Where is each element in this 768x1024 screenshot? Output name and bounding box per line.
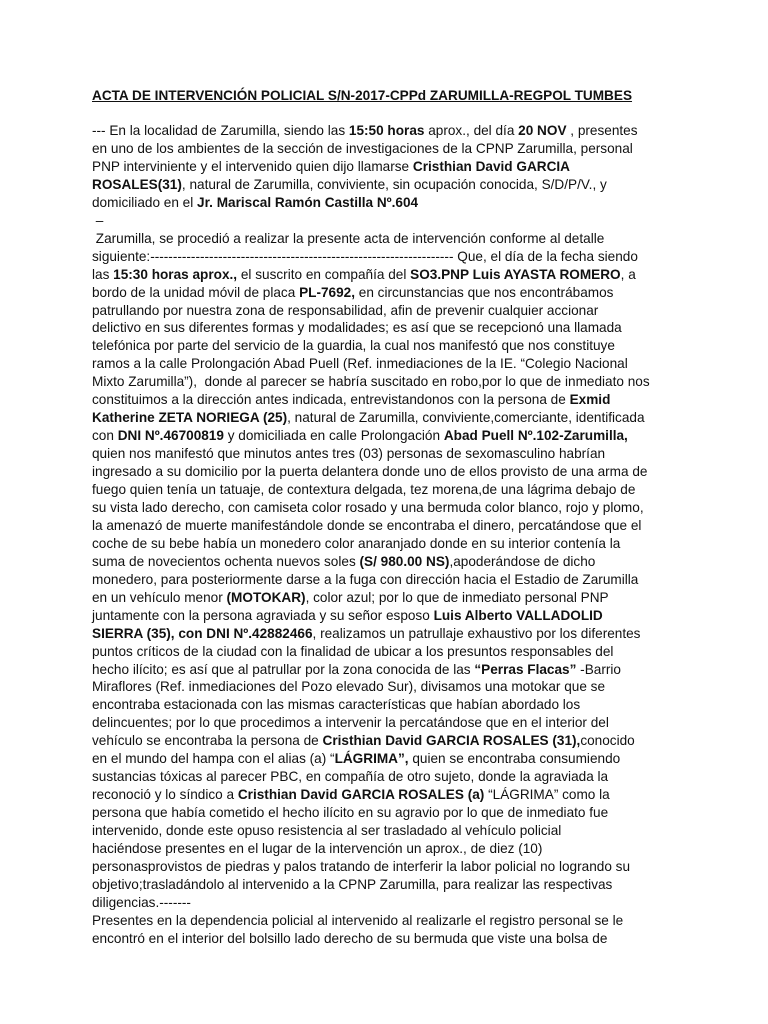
body-line	[92, 427, 628, 445]
text-run: su vista lado derecho, con camiseta color rosado y una bermuda color blanco, rojo y plomo,	[92, 499, 644, 515]
bold-text: Abad Puell Nº.102-Zarumilla,	[443, 428, 628, 444]
text-run: Presentes en la dependencia policial al intervenido al realizarle el registro personal se le	[92, 912, 624, 928]
text-run: en un vehículo menor	[92, 589, 227, 605]
text-run: ramos a la calle Prolongación Abad Puell (Ref. inmediaciones de la IE. “Colegio Nacional	[92, 356, 628, 372]
bold-text: SIERRA (35), con DNI Nº.42882466	[92, 625, 313, 641]
text-run: coche de su bebe había un monedero color anaranjado donde en su interior contenía la	[92, 535, 621, 551]
body-line	[92, 661, 621, 679]
body-line	[92, 732, 635, 750]
body-line	[92, 499, 644, 517]
text-run: conocido	[580, 733, 635, 749]
body-line	[92, 804, 608, 822]
bold-text: LÁGRIMA”,	[334, 751, 409, 767]
bold-text: Cristhian David GARCIA	[412, 158, 570, 174]
body-line	[92, 625, 640, 643]
body-line	[92, 373, 650, 391]
body-line	[92, 481, 635, 499]
body-line	[92, 643, 613, 661]
body-line	[92, 409, 645, 427]
text-run: siguiente:------------------------------------------------------------------- Que, el día de la fecha siendo	[92, 248, 638, 264]
text-run: -Barrio	[576, 661, 621, 677]
body-line	[92, 517, 641, 535]
body-line	[92, 230, 604, 248]
body-line	[92, 589, 609, 607]
text-run: encontraba estacionada con las mismas características que habían abordado los	[92, 697, 581, 713]
body-line	[92, 194, 418, 212]
text-run: , a	[620, 266, 636, 282]
text-run: juntamente con la persona agraviada y su señor esposo	[92, 607, 434, 623]
text-run: en circunstancias que nos encontrábamos	[355, 284, 614, 300]
bold-text: ROSALES(31)	[92, 176, 182, 192]
body-line	[92, 302, 598, 320]
text-run: Mixto Zarumilla”), donde al parecer se habría suscitado en robo,por lo que de inmediato nos	[92, 374, 650, 390]
text-run: –	[92, 212, 104, 228]
body-line	[92, 445, 605, 463]
text-run: objetivo;trasladándolo al intervenido a la CPNP Zarumilla, para realizar las respectivas	[92, 876, 613, 892]
text-run: delincuentes; por lo que procedimos a intervenir la percatándose que en el interior del	[92, 715, 609, 731]
bold-text: 15:30 horas aprox.,	[113, 266, 238, 282]
bold-text: (MOTOKAR)	[226, 589, 306, 605]
text-run: , natural de Zarumilla, conviviente, sin ocupación conocida, S/D/P/V., y	[181, 176, 607, 192]
body-line	[92, 571, 638, 589]
body-line	[92, 678, 605, 696]
body-line	[92, 822, 561, 840]
body-line	[92, 786, 610, 804]
text-run: PNP interviniente y el intervenido quien dijo llamarse	[92, 158, 413, 174]
bold-text: 20 NOV	[518, 123, 567, 138]
body-line	[92, 714, 609, 732]
body-line	[92, 337, 615, 355]
text-run: quien nos manifestó que minutos antes tres (03) personas de sexomasculino habrían	[92, 446, 606, 462]
body-line	[92, 122, 638, 140]
text-run: encontró en el interior del bolsillo lado derecho de su bermuda que viste una bolsa de	[92, 930, 608, 946]
body-line	[92, 840, 542, 858]
body-line	[92, 607, 603, 625]
text-run: , presentes	[566, 123, 638, 138]
bold-text: Cristhian David GARCIA ROSALES (31),	[322, 733, 581, 749]
text-run: Miraflores (Ref. inmediaciones del Pozo elevado Sur), divisamos una motokar que se	[92, 679, 606, 695]
body-line	[92, 535, 620, 553]
text-run: diligencias.-------	[92, 894, 191, 910]
bold-text: DNI Nº.46700819	[117, 428, 224, 444]
body-line	[92, 912, 623, 930]
document-title: ACTA DE INTERVENCIÓN POLICIAL S/N-2017-CPPd ZARUMILLA-REGPOL TUMBES	[92, 88, 633, 103]
text-run: suma de novecientos ochenta nuevos soles	[92, 553, 360, 569]
text-run: el suscrito en compañía del	[237, 266, 411, 282]
text-run: en uno de los ambientes de la sección de investigaciones de la CPNP Zarumilla, personal	[92, 140, 633, 156]
body-line	[92, 553, 595, 571]
text-run: aprox., del día	[424, 123, 519, 138]
body-line	[92, 266, 636, 284]
bold-text: 15:50 horas	[348, 123, 425, 138]
text-run: puntos críticos de la ciudad con la finalidad de ubicar a los presuntos responsables del	[92, 643, 614, 659]
text-run: persona que había cometido el hecho ilícito en su agravio por lo que de inmediato fue	[92, 805, 609, 821]
text-run: haciéndose presentes en el lugar de la intervención un aprox., de diez (10)	[92, 841, 543, 856]
text-run: fuego quien tenía un tatuaje, de contextura delgada, tez morena,de una lágrima debajo de	[92, 482, 636, 497]
body-line	[92, 319, 622, 337]
text-run: hecho ilícito; es así que al patrullar por la zona conocida de las	[92, 661, 475, 677]
bold-text: Cristhian David GARCIA ROSALES (a)	[237, 787, 485, 803]
body-line	[92, 876, 612, 894]
text-run: monedero, para posteriormente darse a la fuga con dirección hacia el Estadio de Zarumilla	[92, 571, 639, 587]
text-run: ingresado a su domicilio por la puerta delantera donde uno de ellos provisto de una arma de	[92, 464, 648, 480]
text-run: vehículo se encontraba la persona de	[92, 733, 323, 749]
body-line	[92, 284, 613, 302]
bold-text: PL-7692,	[299, 284, 355, 300]
text-run: bordo de la unidad móvil de placa	[92, 284, 300, 300]
bold-text: “Perras Flacas”	[474, 661, 577, 677]
text-run: constituimos a la dirección antes indicada, entrevistandonos con la persona de	[92, 392, 570, 408]
text-run: quien se encontraba consumiendo	[408, 751, 621, 767]
body-line	[92, 140, 633, 158]
text-run: con	[92, 428, 118, 444]
bold-text: Luis Alberto VALLADOLID	[433, 607, 603, 623]
text-run: , realizamos un patrullaje exhaustivo por los diferentes	[312, 625, 641, 641]
body-line	[92, 355, 628, 373]
body-line	[92, 750, 620, 768]
text-run: Zarumilla, se procedió a realizar la presente acta de intervención conforme al detalle	[92, 230, 605, 246]
text-run: y domiciliada en calle Prolongación	[223, 428, 444, 444]
text-run: sustancias tóxicas al parecer PBC, en compañía de otro sujeto, donde la agraviada la	[92, 769, 609, 785]
bold-text: Katherine ZETA NORIEGA (25)	[92, 410, 288, 426]
text-run: personasprovistos de piedras y palos tratando de interferir la labor policial no logrando su	[92, 858, 631, 874]
text-run: delictivo en sus diferentes formas y modalidades; es así que se recepcionó una llamada	[92, 320, 622, 336]
text-run: intervenido, donde este opuso resistencia al ser trasladado al vehículo policial	[92, 823, 562, 838]
body-line	[92, 696, 580, 714]
body-line	[92, 391, 610, 409]
text-run: domiciliado en el	[92, 194, 198, 210]
text-run: , natural de Zarumilla, conviviente,comerciante, identificada	[287, 410, 645, 426]
body-line	[92, 894, 191, 912]
text-run: ,apoderándose de dicho	[449, 553, 596, 569]
body-line	[92, 858, 630, 876]
body-line	[92, 248, 638, 266]
text-run: las	[92, 266, 114, 282]
bold-text: Jr. Mariscal Ramón Castilla Nº.604	[197, 194, 419, 210]
body-line	[92, 212, 103, 230]
text-run: telefónica por parte del servicio de la guardia, la cual nos manifestó que nos constituye	[92, 338, 615, 354]
bold-text: (S/ 980.00 NS)	[359, 553, 450, 569]
text-run: la amenazó de muerte manifestándole donde se encontraba el dinero, percatándose que el	[92, 517, 642, 533]
body-line	[92, 158, 570, 176]
body-line	[92, 930, 607, 948]
body-line	[92, 176, 607, 194]
body-line	[92, 463, 647, 481]
bold-text: SO3.PNP Luis AYASTA ROMERO	[410, 266, 621, 282]
text-run: , color azul; por lo que de inmediato personal PNP	[305, 589, 609, 605]
text-run: patrullando por nuestra zona de responsabilidad, afin de prevenir cualquier accionar	[92, 302, 599, 318]
text-run: en el mundo del hampa con el alias (a) “	[92, 751, 335, 767]
text-run: reconoció y lo síndico a	[92, 787, 238, 803]
body-line	[92, 768, 608, 786]
text-run: --- En la localidad de Zarumilla, siendo las	[92, 123, 349, 138]
text-run: “LÁGRIMA” como la	[484, 787, 610, 803]
bold-text: Exmid	[569, 392, 611, 408]
